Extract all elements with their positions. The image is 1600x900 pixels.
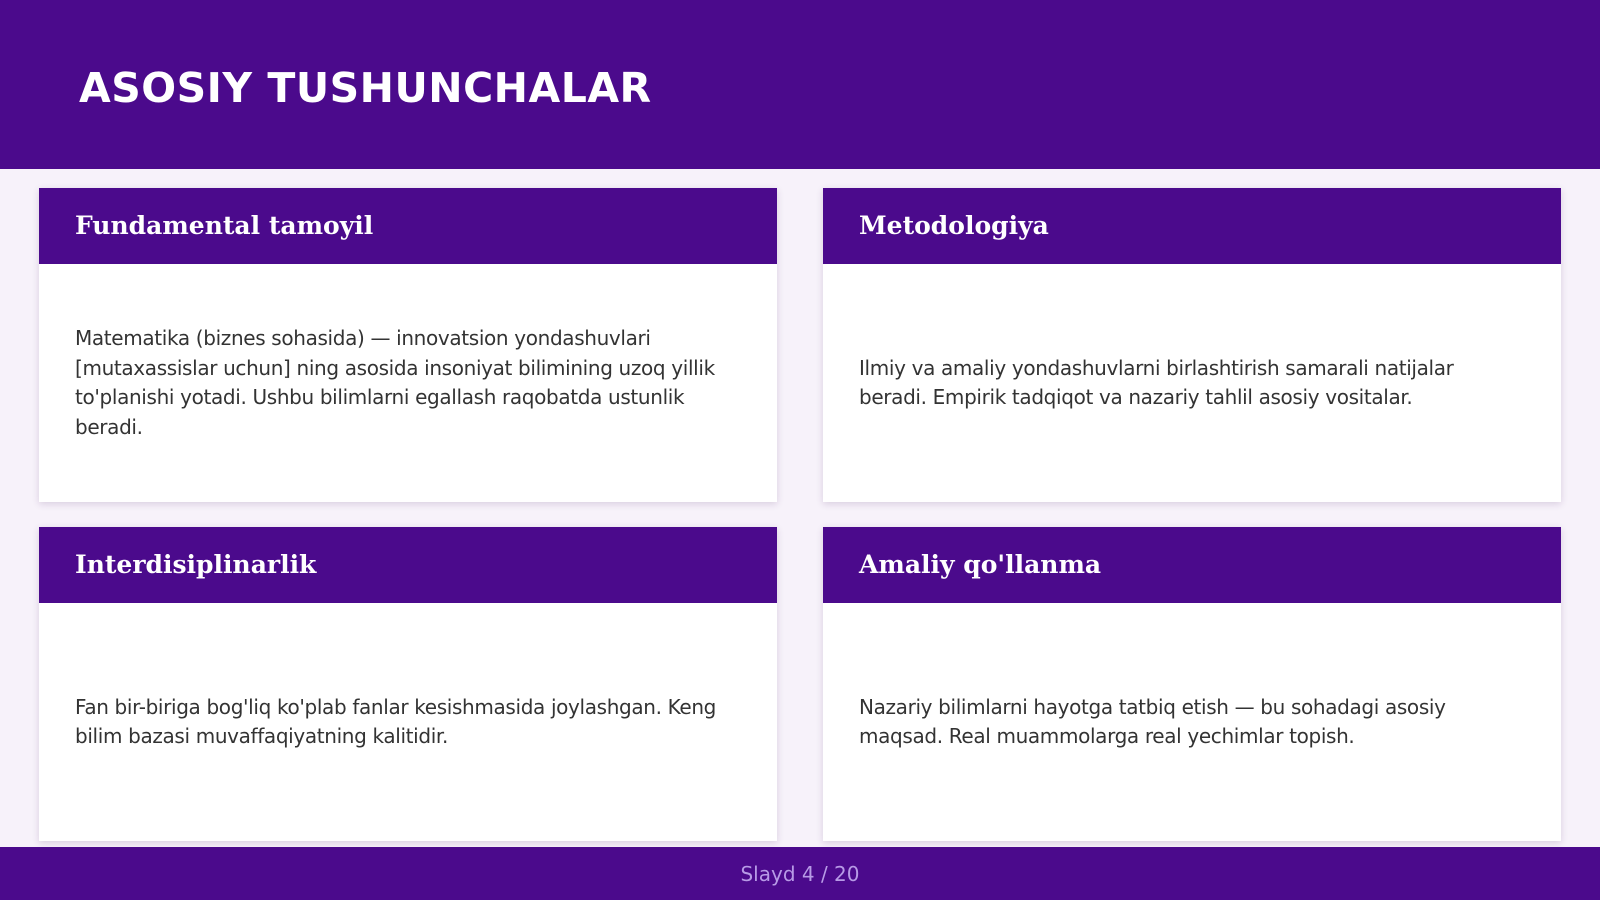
card-title: Fundamental tamoyil [75, 211, 374, 240]
card-body [823, 603, 1561, 841]
card-title: Amaliy qo'llanma [859, 550, 1102, 579]
slide-footer [0, 847, 1600, 900]
concept-card-methodology [823, 188, 1561, 502]
card-title: Interdisiplinarlik [75, 550, 317, 579]
card-body [823, 264, 1561, 502]
card-text: Nazariy bilimlarni hayotga tatbiq etish — bu sohadagi asosiy maqsad. Real muammolarga real yechimlar topish. [859, 694, 1446, 748]
page-title: ASOSIY TUSHUNCHALAR [79, 64, 652, 112]
card-header [823, 527, 1561, 603]
card-text: Fan bir-biriga bog'liq ko'plab fanlar kesishmasida joylashgan. Keng bilim bazasi muvaffaqiyatning kalitidir. [75, 694, 717, 748]
card-body [39, 264, 777, 502]
card-text: Ilmiy va amaliy yondashuvlarni birlashtirish samarali natijalar beradi. Empirik tadqiqot va nazariy tahlil asosiy vositalar. [859, 355, 1454, 409]
card-header [39, 527, 777, 603]
slide-counter: Slayd 4 / 20 [740, 861, 860, 886]
concept-card-interdisciplinary [39, 527, 777, 841]
card-text: Matematika (biznes sohasida) — innovatsion yondashuvlari [mutaxassislar uchun] ning asosida insoniyat bilimining uzoq yillik to'planishi yotadi. Ushbu bilimlarni egallash raqobatda ustunlik beradi. [75, 326, 715, 439]
card-header [39, 188, 777, 264]
card-title: Metodologiya [859, 211, 1049, 240]
concept-card-practical [823, 527, 1561, 841]
slide-header [0, 0, 1600, 169]
concept-card-fundamental [39, 188, 777, 502]
card-body [39, 603, 777, 841]
card-header [823, 188, 1561, 264]
